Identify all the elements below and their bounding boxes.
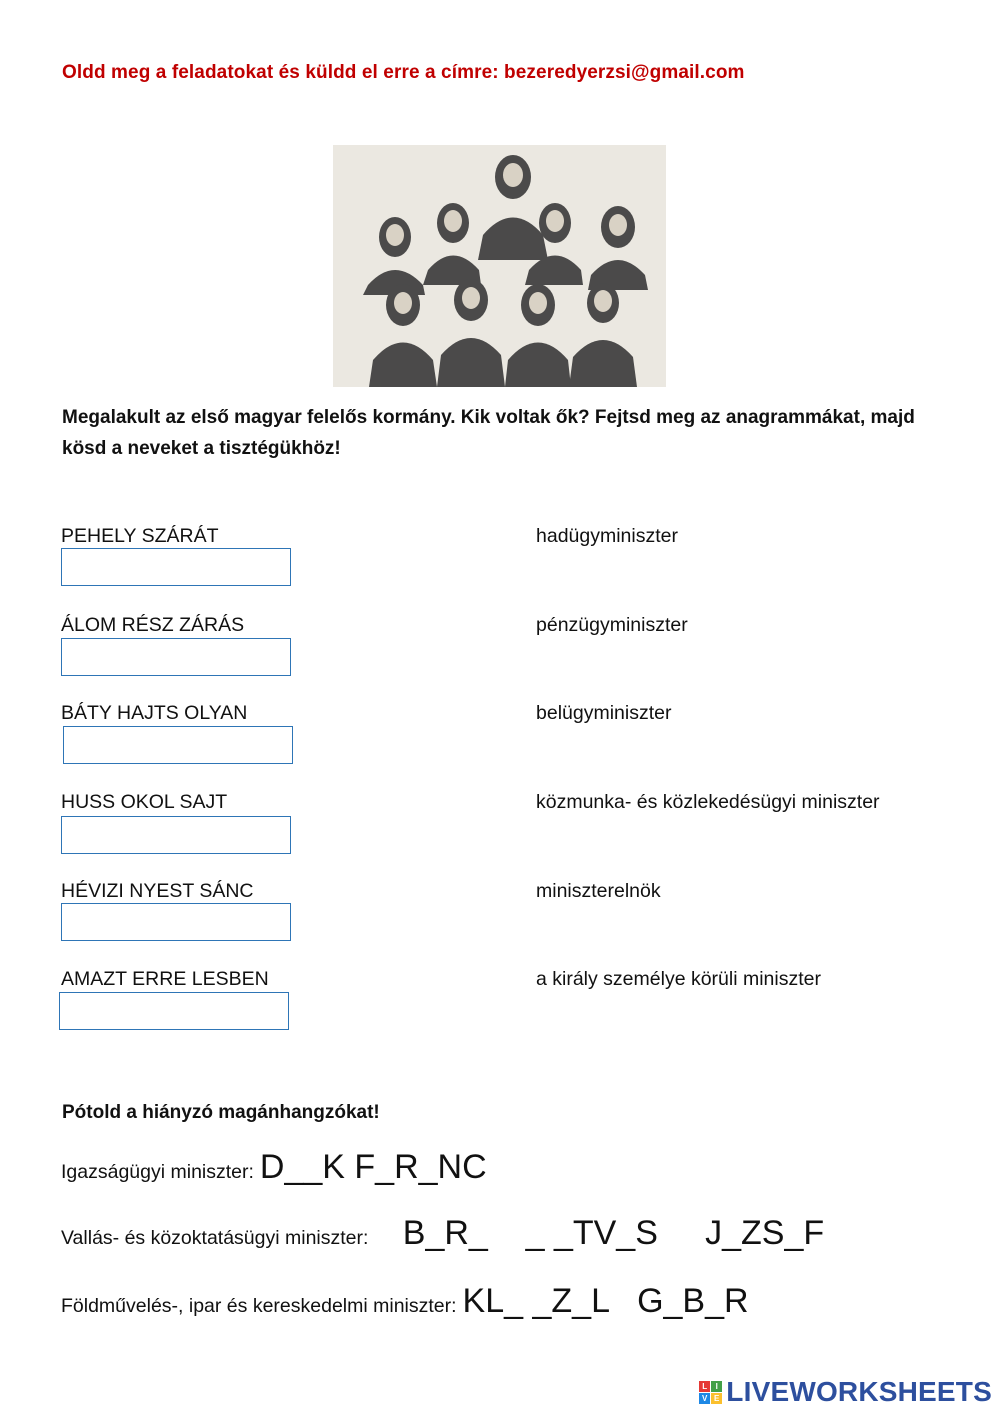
portrait-illustration <box>333 145 666 387</box>
vowel-row-3-pattern: KL_ _Z_L G_B_R <box>462 1282 749 1320</box>
vowel-row-2 <box>61 1214 824 1253</box>
anagram-answer-4[interactable] <box>61 816 291 854</box>
task-instruction: Megalakult az első magyar felelős kormány. Kik voltak ők? Fejtsd meg az anagrammákat, majd kösd a neveket a tisztégükhöz! <box>62 407 915 459</box>
anagram-2: ÁLOM RÉSZ ZÁRÁS <box>61 614 245 636</box>
vowel-row-1 <box>61 1148 487 1187</box>
vowel-row-3 <box>61 1282 749 1321</box>
anagram-answer-3[interactable] <box>63 726 293 764</box>
badge-letter-i: I <box>711 1381 722 1392</box>
anagram-4: HUSS OKOL SAJT <box>61 791 228 813</box>
vowel-row-2-label: Vallás- és közoktatásügyi miniszter: <box>61 1227 369 1249</box>
anagram-answer-5[interactable] <box>61 903 291 941</box>
anagram-answer-6[interactable] <box>59 992 289 1030</box>
role-4: közmunka- és közlekedésügyi miniszter <box>536 791 880 813</box>
anagram-6: AMAZT ERRE LESBEN <box>61 968 269 990</box>
role-6: a király személye körüli miniszter <box>536 968 821 990</box>
anagram-5: HÉVIZI NYEST SÁNC <box>61 880 254 902</box>
role-3: belügyminiszter <box>536 702 672 724</box>
anagram-3: BÁTY HAJTS OLYAN <box>61 702 248 724</box>
vowel-row-2-pattern: B_R_ _ _TV_S J_ZS_F <box>374 1214 825 1252</box>
vowel-row-3-label: Földművelés-, ipar és kereskedelmi miniszter: <box>61 1295 457 1317</box>
vowel-row-1-label: Igazságügyi miniszter: <box>61 1161 254 1183</box>
vowel-row-1-pattern: D__K F_R_NC <box>259 1148 487 1186</box>
anagram-1: PEHELY SZÁRÁT <box>61 525 219 547</box>
role-1: hadügyminiszter <box>536 525 678 547</box>
anagram-answer-2[interactable] <box>61 638 291 676</box>
vowel-task-title: Pótold a hiányzó magánhangzókat! <box>62 1102 380 1123</box>
badge-letter-v: V <box>699 1393 710 1404</box>
header-instruction: Oldd meg a feladatokat és küldd el erre a címre: bezeredyerzsi@gmail.com <box>62 62 745 83</box>
role-5: miniszterelnök <box>536 880 661 902</box>
badge-letter-e: E <box>711 1393 722 1404</box>
liveworksheets-logo <box>699 1376 992 1408</box>
role-2: pénzügyminiszter <box>536 614 688 636</box>
anagram-answer-1[interactable] <box>61 548 291 586</box>
liveworksheets-wordmark: LIVEWORKSHEETS <box>726 1376 992 1407</box>
liveworksheets-badge-icon <box>699 1381 722 1404</box>
badge-letter-l: L <box>699 1381 710 1392</box>
cabinet-portrait-image <box>333 145 666 387</box>
